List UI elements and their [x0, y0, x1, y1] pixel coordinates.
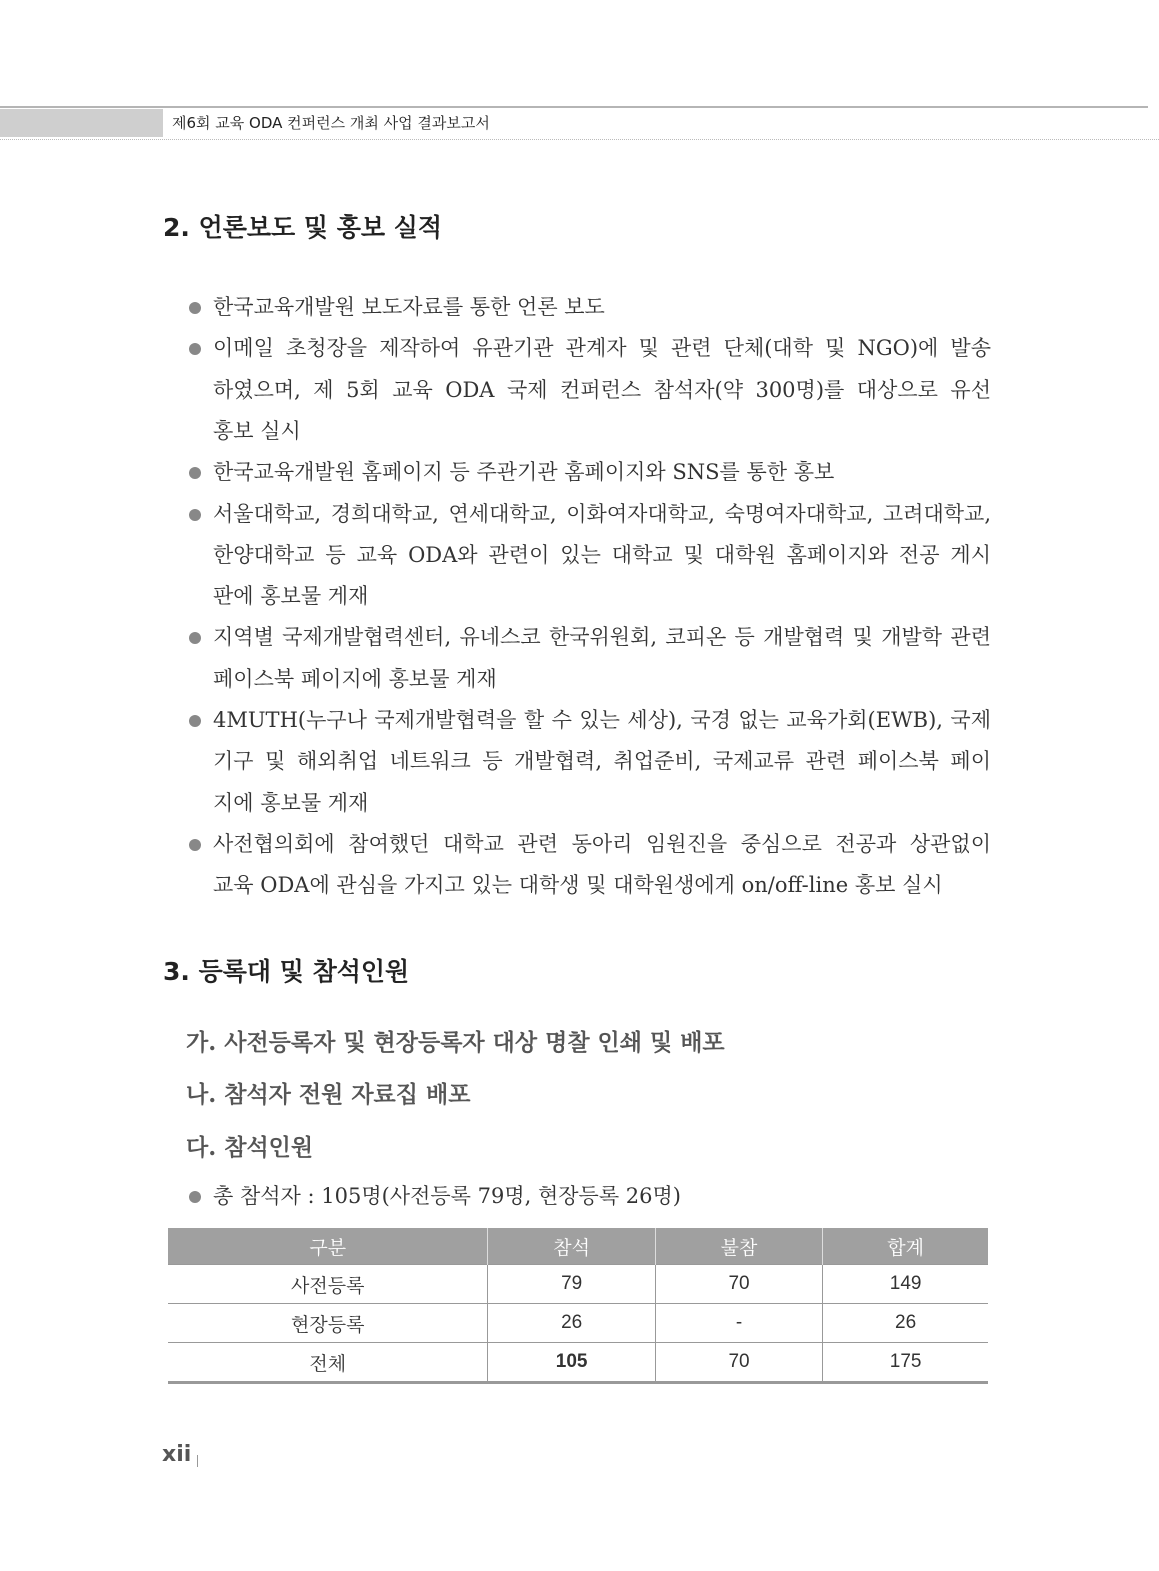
cell: 전체	[168, 1343, 488, 1383]
table-row	[168, 1304, 988, 1343]
bullet-item	[185, 617, 991, 700]
cell: -	[655, 1304, 822, 1343]
header-absent: 불참	[655, 1228, 822, 1265]
bullet-icon	[189, 343, 201, 355]
page-number-divider	[197, 1455, 198, 1467]
cell: 26	[823, 1304, 988, 1343]
running-title: 제6회 교육 ODA 컨퍼런스 개최 사업 결과보고서	[172, 114, 490, 132]
bullet-line: 사전협의회에 참여했던 대학교 관련 동아리 임원진을 중심으로 전공과 상관없이	[213, 831, 991, 856]
section-2-heading: 2. 언론보도 및 홍보 실적	[163, 213, 443, 242]
bullet-line: 4MUTH(누구나 국제개발협력을 할 수 있는 세상), 국경 없는 교육가회(EWB), 국제	[213, 708, 991, 732]
table-row	[168, 1265, 988, 1304]
bullet-line: 하였으며, 제 5회 교육 ODA 국제 컨퍼런스 참석자(약 300명)를 대상으로 유선	[213, 377, 991, 402]
bullet-item	[185, 824, 991, 907]
subitem-da: 다. 참석인원	[186, 1134, 314, 1161]
cell: 26	[488, 1304, 655, 1343]
cell: 70	[655, 1265, 822, 1304]
header-category: 구분	[168, 1228, 488, 1265]
bullet-item	[185, 287, 991, 328]
header-tab-block	[0, 109, 163, 137]
bullet-line: 한국교육개발원 홈페이지 등 주관기관 홈페이지와 SNS를 통한 홍보	[213, 460, 835, 485]
section-3-heading: 3. 등록대 및 참석인원	[163, 957, 410, 986]
attendance-table	[168, 1228, 988, 1384]
bullet-icon	[189, 839, 201, 851]
header-rule	[0, 106, 1148, 108]
bullet-icon	[189, 467, 201, 479]
bullet-line: 판에 홍보물 게재	[213, 584, 369, 609]
bullet-icon	[189, 509, 201, 521]
header-attended: 참석	[488, 1228, 655, 1265]
header-dotted-divider	[0, 139, 1159, 140]
cell: 175	[823, 1343, 988, 1383]
bullet-line: 교육 ODA에 관심을 가지고 있는 대학생 및 대학원생에게 on/off-line 홍보 실시	[213, 873, 943, 898]
cell: 현장등록	[168, 1304, 488, 1343]
cell: 149	[823, 1265, 988, 1304]
bullet-item	[185, 452, 991, 493]
page-number: xii	[162, 1442, 192, 1467]
subitem-na: 나. 참석자 전원 자료집 배포	[186, 1081, 471, 1108]
bullet-icon	[189, 632, 201, 644]
bullet-line: 기구 및 해외취업 네트워크 등 개발협력, 취업준비, 국제교류 관련 페이스북 페이	[213, 749, 991, 774]
cell: 105	[488, 1343, 655, 1383]
cell: 사전등록	[168, 1265, 488, 1304]
bullet-item	[185, 700, 991, 824]
bullet-item	[185, 328, 991, 452]
bullet-icon	[189, 715, 201, 727]
header-total: 합계	[823, 1228, 988, 1265]
bullet-line: 지역별 국제개발협력센터, 유네스코 한국위원회, 코피온 등 개발협력 및 개발학 관련	[213, 625, 991, 650]
bullet-line: 이메일 초청장을 제작하여 유관기관 관계자 및 관련 단체(대학 및 NGO)에 발송	[213, 336, 991, 361]
bullet-line: 지에 홍보물 게재	[213, 790, 369, 815]
cell: 79	[488, 1265, 655, 1304]
bullet-line: 한양대학교 등 교육 ODA와 관련이 있는 대학교 및 대학원 홈페이지와 전공 게시	[213, 542, 991, 567]
bullet-line: 페이스북 페이지에 홍보물 게재	[213, 666, 497, 691]
bullet-line: 서울대학교, 경희대학교, 연세대학교, 이화여자대학교, 숙명여자대학교, 고려대학교,	[213, 501, 991, 526]
bullet-item	[185, 494, 991, 618]
attendance-summary: 총 참석자 : 105명(사전등록 79명, 현장등록 26명)	[185, 1176, 991, 1217]
table-row	[168, 1343, 988, 1383]
subitem-ga: 가. 사전등록자 및 현장등록자 대상 명찰 인쇄 및 배포	[186, 1029, 725, 1056]
cell: 70	[655, 1343, 822, 1383]
bullet-icon	[189, 302, 201, 314]
bullet-line: 홍보 실시	[213, 418, 301, 443]
bullet-icon	[189, 1191, 201, 1203]
bullet-line: 한국교육개발원 보도자료를 통한 언론 보도	[213, 295, 605, 319]
